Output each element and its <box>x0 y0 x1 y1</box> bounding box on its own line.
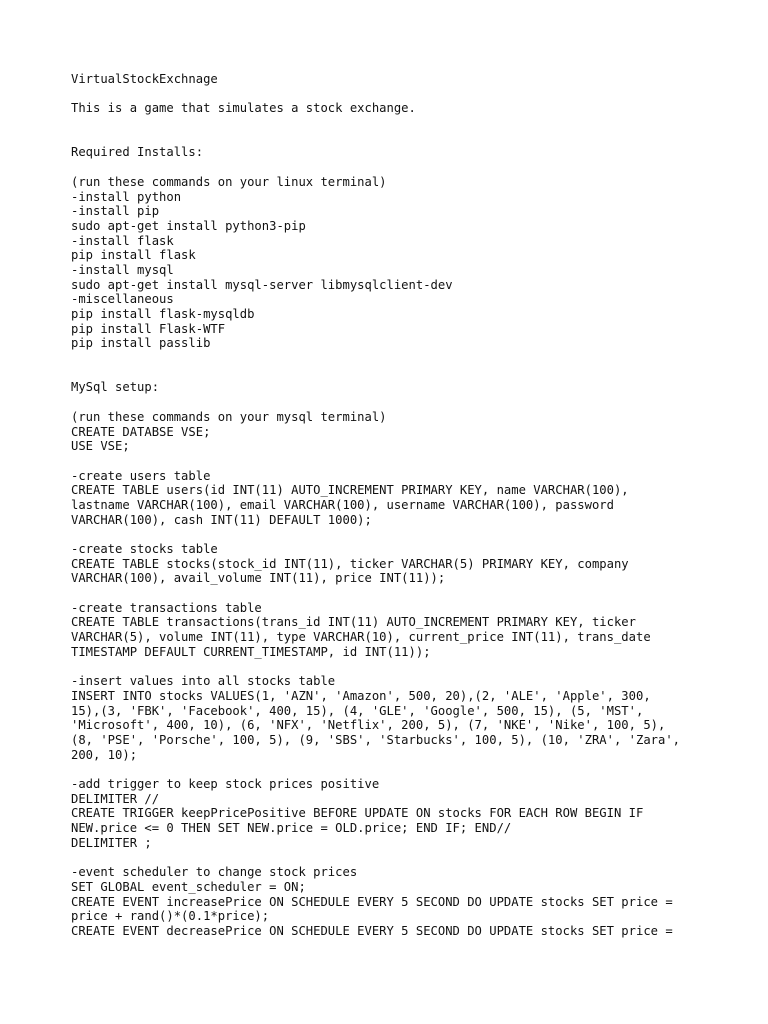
text-line: (8, 'PSE', 'Porsche', 100, 5), (9, 'SBS', 'Starbucks', 100, 5), (10, 'ZRA', 'Zara', <box>71 732 681 747</box>
text-line: -create users table <box>71 468 211 483</box>
text-line: pip install Flask-WTF <box>71 321 226 336</box>
text-line: -create transactions table <box>71 600 262 615</box>
text-line: VARCHAR(100), cash INT(11) DEFAULT 1000); <box>71 512 372 527</box>
text-line: 200, 10); <box>71 747 138 762</box>
text-line: INSERT INTO stocks VALUES(1, 'AZN', 'Amazon', 500, 20),(2, 'ALE', 'Apple', 300, <box>71 688 651 703</box>
text-line: pip install passlib <box>71 336 211 351</box>
blank-line <box>71 87 731 102</box>
text-line: price + rand()*(0.1*price); <box>71 909 270 924</box>
text-line: -add trigger to keep stock prices positive <box>71 777 380 791</box>
text-line: CREATE EVENT increasePrice ON SCHEDULE EVERY 5 SECOND DO UPDATE stocks SET price = <box>71 894 673 909</box>
blank-line <box>71 131 731 146</box>
text-line: TIMESTAMP DEFAULT CURRENT_TIMESTAMP, id INT(11)); <box>71 644 431 659</box>
text-line: -install pip <box>71 204 160 219</box>
text-line: pip install flask <box>71 248 196 263</box>
text-line: NEW.price <= 0 THEN SET NEW.price = OLD.price; END IF; END// <box>71 821 512 836</box>
text-line: lastname VARCHAR(100), email VARCHAR(100), username VARCHAR(100), password <box>71 497 614 512</box>
text-line: VARCHAR(5), volume INT(11), type VARCHAR(10), current_price INT(11), trans_date <box>71 630 651 645</box>
text-line: CREATE TABLE users(id INT(11) AUTO_INCREMENT PRIMARY KEY, name VARCHAR(100), <box>71 483 629 498</box>
text-line: CREATE EVENT decreasePrice ON SCHEDULE EVERY 5 SECOND DO UPDATE stocks SET price = <box>71 923 673 938</box>
text-line: -create stocks table <box>71 542 218 556</box>
text-line: 'Microsoft', 400, 10), (6, 'NFX', 'Netflix', 200, 5), (7, 'NKE', 'Nike', 100, 5), <box>71 718 666 733</box>
text-line: (run these commands on your linux terminal) <box>71 174 387 189</box>
text-line: VARCHAR(100), avail_volume INT(11), price INT(11)); <box>71 571 446 586</box>
blank-line <box>71 366 731 381</box>
text-line: -event scheduler to change stock prices <box>71 865 358 880</box>
blank-line <box>71 660 731 675</box>
blank-line <box>71 395 731 410</box>
text-line: Required Installs: <box>71 145 204 160</box>
text-line: CREATE TABLE stocks(stock_id INT(11), ticker VARCHAR(5) PRIMARY KEY, company <box>71 556 629 571</box>
text-line: sudo apt-get install mysql-server libmysqlclient-dev <box>71 277 453 292</box>
text-line: -install mysql <box>71 262 174 277</box>
blank-line <box>71 850 731 865</box>
document-body <box>71 72 731 939</box>
text-line: CREATE TABLE transactions(trans_id INT(11) AUTO_INCREMENT PRIMARY KEY, ticker <box>71 615 636 630</box>
text-line: sudo apt-get install python3-pip <box>71 218 306 233</box>
text-line: This is a game that simulates a stock exchange. <box>71 101 416 116</box>
blank-line <box>71 116 731 131</box>
blank-line <box>71 527 731 542</box>
text-line: pip install flask-mysqldb <box>71 307 255 321</box>
text-line: USE VSE; <box>71 439 130 454</box>
text-line: -install flask <box>71 233 174 248</box>
text-line: (run these commands on your mysql terminal) <box>71 409 387 424</box>
text-line: -insert values into all stocks table <box>71 674 336 689</box>
text-line: MySql setup: <box>71 380 160 395</box>
text-line: -miscellaneous <box>71 292 174 307</box>
text-line: VirtualStockExchnage <box>71 72 218 86</box>
text-line: -install python <box>71 189 182 204</box>
text-line: SET GLOBAL event_scheduler = ON; <box>71 879 306 894</box>
text-line: DELIMITER // <box>71 791 160 806</box>
blank-line <box>71 454 731 469</box>
text-line: CREATE TRIGGER keepPricePositive BEFORE UPDATE ON stocks FOR EACH ROW BEGIN IF <box>71 806 644 821</box>
blank-line <box>71 586 731 601</box>
blank-line <box>71 762 731 777</box>
blank-line <box>71 351 731 366</box>
text-line: CREATE DATABSE VSE; <box>71 424 211 439</box>
text-line: DELIMITER ; <box>71 835 152 850</box>
blank-line <box>71 160 731 175</box>
text-line: 15),(3, 'FBK', 'Facebook', 400, 15), (4, 'GLE', 'Google', 500, 15), (5, 'MST', <box>71 703 644 718</box>
